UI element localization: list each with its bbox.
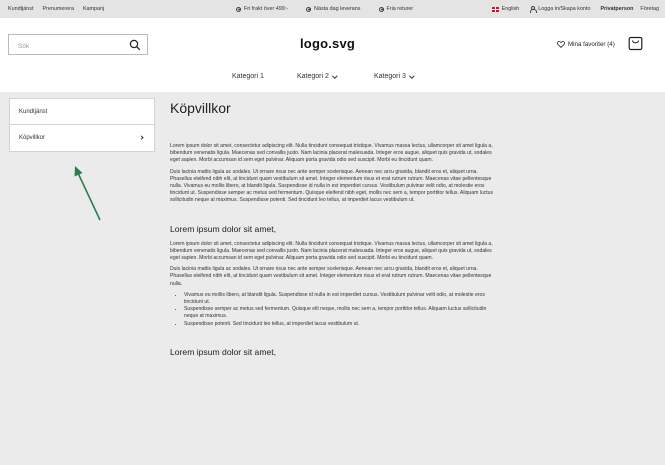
site-logo[interactable]: logo.svg [300,36,356,51]
language-switch[interactable] [492,6,520,12]
nav-label: Kategori 2 [297,73,329,80]
main-content [170,100,500,363]
sidebar-item-kundtjanst[interactable] [10,99,154,125]
usp-label: Nästa dag leverans [314,6,361,12]
list-item: • Suspendisse potenti. Sed tincidunt leo tellus, at imperdiet lacus vestibulum ut. [184,321,500,328]
usp-next-day [306,6,360,12]
search-input[interactable] [9,37,119,56]
heart-icon [557,41,565,48]
sidebar-item-label: Kundtjänst [19,108,48,115]
check-circle-icon [379,7,384,12]
usp-label: Fri frakt över 499:- [244,6,289,12]
sidebar-item-kopvillkor[interactable] [10,125,154,151]
favorites-label: Mina favoriter (4) [568,41,615,48]
list-item: • Suspendisse semper ac metus sed fermentum. Quisque elit neque, mollis nec sem a, tempor porttitor tellus. Aliquam luctus sollicitudin neque at maximus. [184,306,500,320]
top-bar [0,0,665,18]
search-icon[interactable] [129,39,141,51]
section-heading: Lorem ipsum dolor sit amet, [170,223,277,234]
sidebar [9,98,155,152]
segment-foretag[interactable]: Företag [640,6,659,12]
chevron-down-icon [332,73,337,78]
nav-item-kategori-3[interactable] [374,73,414,80]
nav-label: Kategori 1 [232,73,264,80]
section-heading: Lorem ipsum dolor sit amet, [170,346,277,357]
top-link-kundtjanst[interactable]: Kundtjänst [8,6,34,12]
bullet-list [170,292,500,328]
chevron-right-icon [139,135,144,140]
top-link-kampanj[interactable]: Kampanj [82,6,105,12]
user-icon [529,6,535,12]
usp-list [236,0,413,18]
shopping-bag-icon[interactable] [628,36,643,51]
usp-free-shipping [236,6,288,12]
login-link[interactable] [529,6,590,12]
check-circle-icon [236,7,241,12]
nav-item-kategori-1[interactable] [232,73,264,80]
paragraph: Duis lacinia mattis ligula ac sodales. Ut ornare risus nec ante semper scelerisque. Aenean nec arcu gravida, blandit eros et, aliquet urna. Phasellus eleifend nibh elit, at tincidunt quam vestibulum sit amet. Integer elementum risus et erat rutrum rutrum. Maecenas vitae pellentesque nulla. Vivamus eu mollis libero, at blandit ligula. Suspendisse id nulla in est imperdiet cursus. Vestibulum pulvinar velit odio, at molestie eros tincidunt ut. Suspendisse semper ac metus sed fermentum. Quisque eleifend nibh eget, mollis nec sem a, tempor porttitor tellus. Aliquam luctus sollicitudin neque at maximus. Suspendisse potenti. Sed tincidunt leo tellus, at imperdiet lacus vestibulum ut. [170,168,494,204]
chevron-down-icon [409,73,414,78]
list-item: • Vivamus eu mollis libero, at blandit ligula. Suspendisse id nulla in est imperdiet cursus. Vestibulum pulvinar velit odio, at molestie eros tincidunt ut. [184,292,500,306]
main-nav [0,73,665,85]
page-bottom [0,455,665,465]
favorites-link[interactable] [557,41,615,48]
login-label: Logga in/Skapa konto [538,6,591,12]
nav-label: Kategori 3 [374,73,406,80]
paragraph: Lorem ipsum dolor sit amet, consectetur adipiscing elit. Nulla tincidunt consequat tristique. Vivamus massa lectus, ullamcorper sit amet ligula a, bibendum venenatis ligula. Maecenas sed convallis justo. Nam lacinia placerat malesuada. Integer eros augue, aliquet quis gravida ut, sodales eget sapien. Morbi accumsan id sem eget pulvinar. Aliquam porta gravida odio sed suscipit. Morbi eu tincidunt quam. [170,143,493,164]
uk-flag-icon [492,7,499,12]
usp-label: Fria returer [386,6,414,12]
top-actions [492,0,659,18]
top-links [8,0,104,18]
customer-segment [600,6,659,12]
annotation-arrow [70,163,110,225]
top-link-prenumerera[interactable]: Prenumerera [42,6,74,12]
paragraph: Duis lacinia mattis ligula ac sodales. Ut ornare risus nec ante semper scelerisque. Aenean nec arcu gravida, blandit eros et, aliquet urna. Phasellus eleifend nibh elit, at tincidunt quam vestibulum sit amet. Integer elementum risus et erat rutrum rutrum. Maecenas vitae pellentesque nulla. [170,266,492,287]
page-title: Köpvillkor [170,100,231,116]
check-circle-icon [306,7,311,12]
usp-free-returns [379,6,414,12]
paragraph: Lorem ipsum dolor sit amet, consectetur adipiscing elit. Nulla tincidunt consequat tristique. Vivamus massa lectus, ullamcorper sit amet ligula a, bibendum venenatis ligula. Maecenas sed convallis justo. Nam lacinia placerat malesuada. Integer eros augue, aliquet quis gravida ut, sodales eget sapien. Morbi accumsan id sem eget pulvinar. Aliquam porta gravida odio sed suscipit. Morbi eu tincidunt quam. [170,240,493,262]
segment-privatperson[interactable]: Privatperson [600,6,634,12]
sidebar-item-label: Köpvillkor [19,135,46,141]
language-label: English [501,6,520,12]
nav-item-kategori-2[interactable] [297,73,337,80]
search-box[interactable] [8,34,148,55]
